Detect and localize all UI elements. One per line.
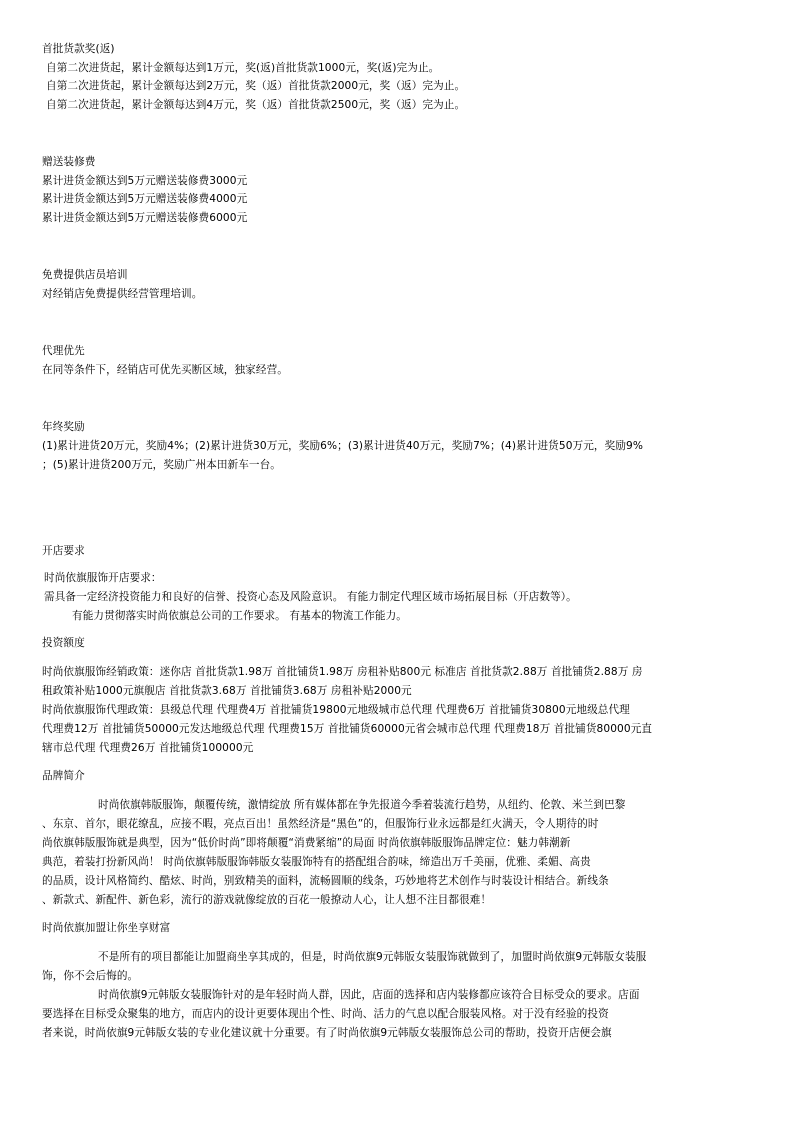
section-heading-annual-reward: 年终奖励 — [42, 421, 85, 433]
text-line: 辖市总代理 代理费26万 首批铺货100000元 — [42, 742, 254, 754]
text-line: 、新款式、新配件、新色彩，流行的游戏就像绽放的百花一般撩动人心，让人想不注目都很难！ — [42, 894, 492, 906]
text-line: (1)累计进货20万元，奖励4%；(2)累计进货30万元，奖励6%；(3)累计进货40万元，奖励7%；(4)累计进货50万元，奖励9% — [42, 440, 644, 452]
text-line: 饰，你不会后悔的。 — [42, 970, 139, 982]
text-line: 、东京、首尔，眼花缭乱，应接不暇，亮点百出！虽然经济是“黑色”的，但服饰行业永远都是红火满天，令人期待的时 — [42, 818, 599, 830]
text-line: 累计进货金额达到5万元赠送装修费6000元 — [42, 212, 248, 224]
text-line: 累计进货金额达到5万元赠送装修费4000元 — [42, 193, 248, 205]
text-line: 租政策补贴1000元旗舰店 首批货款3.68万 首批铺货3.68万 房租补贴2000元 — [42, 685, 412, 697]
text-line: 的品质，设计风格简约、酷炫、时尚，别致精美的面料，流畅圆顺的线条，巧妙地将艺术创作与时装设计相结合。新线条 — [42, 875, 609, 887]
section-heading-store-requirements: 开店要求 — [42, 545, 85, 557]
text-line: 时尚依旗韩版服饰，颠覆传统，激情绽放 所有媒体都在争先报道今季着装流行趋势，从纽约、伦敦、米兰到巴黎 — [98, 799, 626, 811]
text-line: 需具备一定经济投资能力和良好的信誉、投资心态及风险意识。 有能力制定代理区域市场拓展目标（开店数等）。 — [44, 591, 577, 603]
text-line: 要选择在目标受众聚集的地方，而店内的设计更要体现出个性、时尚、活力的气息以配合服装风格。对于没有经验的投资 — [42, 1008, 609, 1020]
text-line: 累计进货金额达到5万元赠送装修费3000元 — [42, 175, 248, 187]
section-heading-join: 时尚依旗加盟让你坐享财富 — [42, 922, 171, 934]
text-line: 不是所有的项目都能让加盟商坐享其成的，但是，时尚依旗9元韩版女装服饰就做到了，加盟时尚依旗9元韩版女装服 — [98, 951, 647, 963]
section-heading-first-order-bonus: 首批货款奖(返) — [42, 43, 115, 55]
section-heading-training: 免费提供店员培训 — [42, 269, 128, 281]
text-line: 尚依旗韩版服饰就是典型，因为“低价时尚”即将颠覆“消费紧缩”的局面 时尚依旗韩版服饰品牌定位：魅力韩潮新 — [42, 837, 571, 849]
section-heading-brand-intro: 品牌简介 — [42, 770, 85, 782]
text-line: 典范，着装打扮新风尚！ 时尚依旗韩版服饰韩版女装服饰特有的搭配组合韵味，缔造出万千美丽，优雅、柔媚、高贵 — [42, 856, 591, 868]
text-line: 代理费12万 首批铺货50000元发达地级总代理 代理费15万 首批铺货60000元省会城市总代理 代理费18万 首批铺货80000元直 — [42, 723, 653, 735]
text-line: 自第二次进货起，累计金额每达到4万元，奖（返）首批货款2500元，奖（返）完为止。 — [46, 99, 466, 111]
text-line: 时尚依旗服饰代理政策：县级总代理 代理费4万 首批铺货19800元地级城市总代理 代理费6万 首批铺货30800元地级总代理 — [42, 704, 630, 716]
section-heading-agency-priority: 代理优先 — [42, 345, 85, 357]
section-heading-investment: 投资额度 — [42, 637, 85, 649]
text-line: 时尚依旗服饰经销政策：迷你店 首批货款1.98万 首批铺货1.98万 房租补贴800元 标准店 首批货款2.88万 首批铺货2.88万 房 — [42, 666, 643, 678]
text-line: 自第二次进货起，累计金额每达到1万元，奖(返)首批货款1000元，奖(返)完为止。 — [46, 62, 440, 74]
text-line: 时尚依旗服饰开店要求： — [44, 572, 162, 584]
text-line: 者来说，时尚依旗9元韩版女装的专业化建议就十分重要。有了时尚依旗9元韩版女装服饰总公司的帮助，投资开店便会旗 — [42, 1027, 612, 1039]
text-line: 自第二次进货起，累计金额每达到2万元，奖（返）首批货款2000元，奖（返）完为止。 — [46, 80, 466, 92]
text-line: 对经销店免费提供经营管理培训。 — [42, 288, 203, 300]
section-heading-decoration-gift: 赠送装修费 — [42, 156, 96, 168]
text-line: 时尚依旗9元韩版女装服饰针对的是年轻时尚人群，因此，店面的选择和店内装修都应该符合目标受众的要求。店面 — [98, 989, 640, 1001]
text-line: ；(5)累计进货200万元，奖励广州本田新车一台。 — [42, 459, 282, 471]
text-line: 有能力贯彻落实时尚依旗总公司的工作要求。 有基本的物流工作能力。 — [72, 610, 407, 622]
text-line: 在同等条件下，经销店可优先买断区域，独家经营。 — [42, 364, 288, 376]
